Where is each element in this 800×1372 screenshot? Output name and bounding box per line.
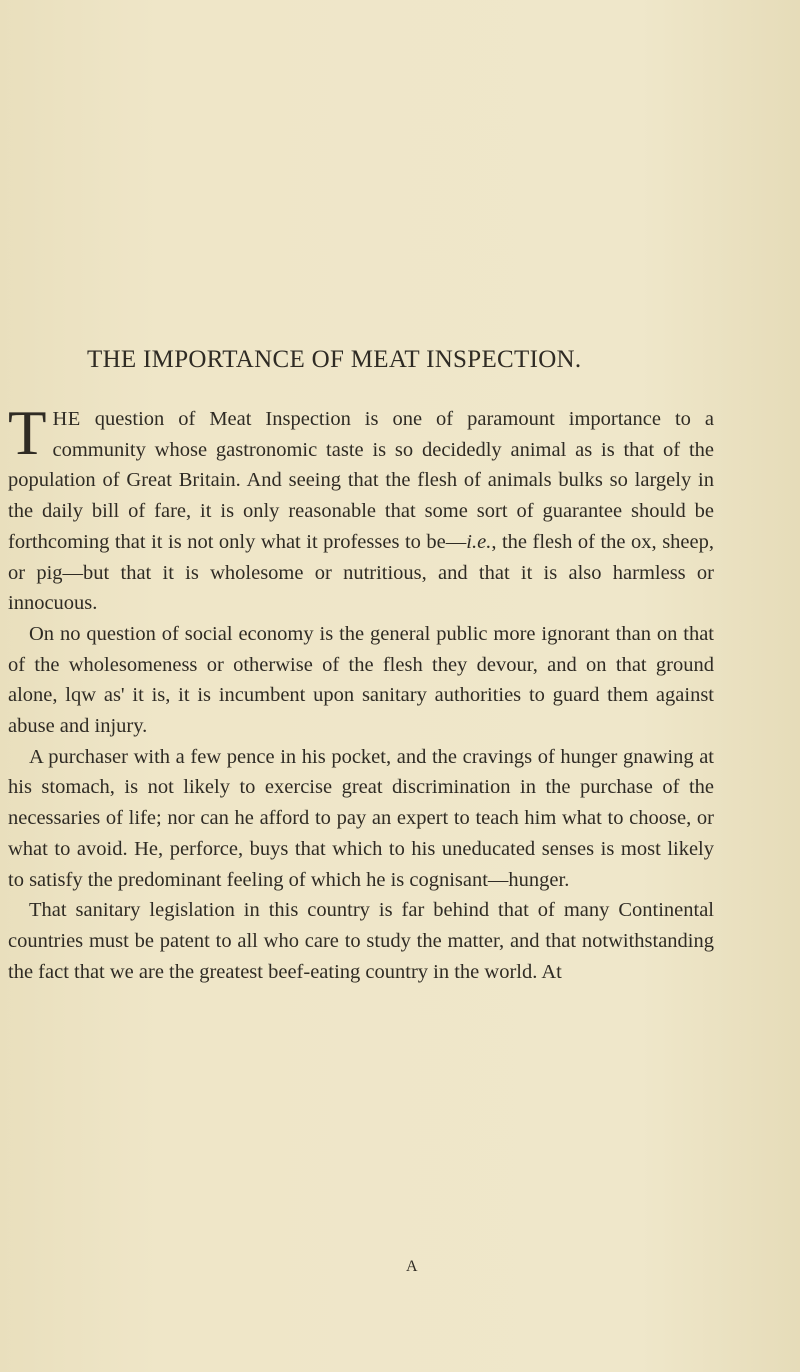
paragraph-1-text-end: , the flesh of the ox, sheep, or pig—but that it is wholesome or nutritious, and that it is also harmless or innocuous.: [8, 530, 714, 615]
body-text: [8, 398, 714, 987]
chapter-heading: THE IMPORTANCE OF MEAT INSPECTION.: [87, 346, 582, 373]
drop-cap-continuation: HE: [52, 408, 81, 430]
paragraph-2: On no question of social economy is the general public more ignorant than on that of the wholesomeness or otherwise of the flesh they devour, and on that ground alone, lqw as' it is, it is incumbent upon sanitary authorities to guard them against abuse and injury.: [8, 622, 714, 738]
paragraph-3: A purchaser with a few pence in his pocket, and the cravings of hunger gnawing at his stomach, is not likely to exercise great discrimination in the purchase of the necessaries of life; nor can he afford to pay an expert to teach him what to choose, or what to avoid. He, perforce, buys that which to his uneducated senses is most likely to satisfy the predominant feeling of which he is cognisant—hunger.: [8, 745, 714, 891]
drop-cap: T: [8, 398, 47, 468]
paragraph-1-text: question of Meat Inspection is one of paramount importance to a community whose gastronomic taste is so decidedly animal as is that of the population of Great Britain. And seeing that the flesh of animals bulks so largely in the daily bill of fare, it is only reasonable that some sort of guarantee should be forthcoming that it is not only what it professes to be—: [8, 408, 714, 553]
paragraph-4: That sanitary legislation in this country is far behind that of many Continental countries must be patent to all who care to study the matter, and that notwithstanding the fact that we are the greatest beef-eating country in the world. At: [8, 899, 714, 983]
signature-mark: A: [405, 1258, 419, 1275]
paragraph-1: [8, 398, 714, 619]
italic-ie: i.e.: [466, 530, 492, 553]
